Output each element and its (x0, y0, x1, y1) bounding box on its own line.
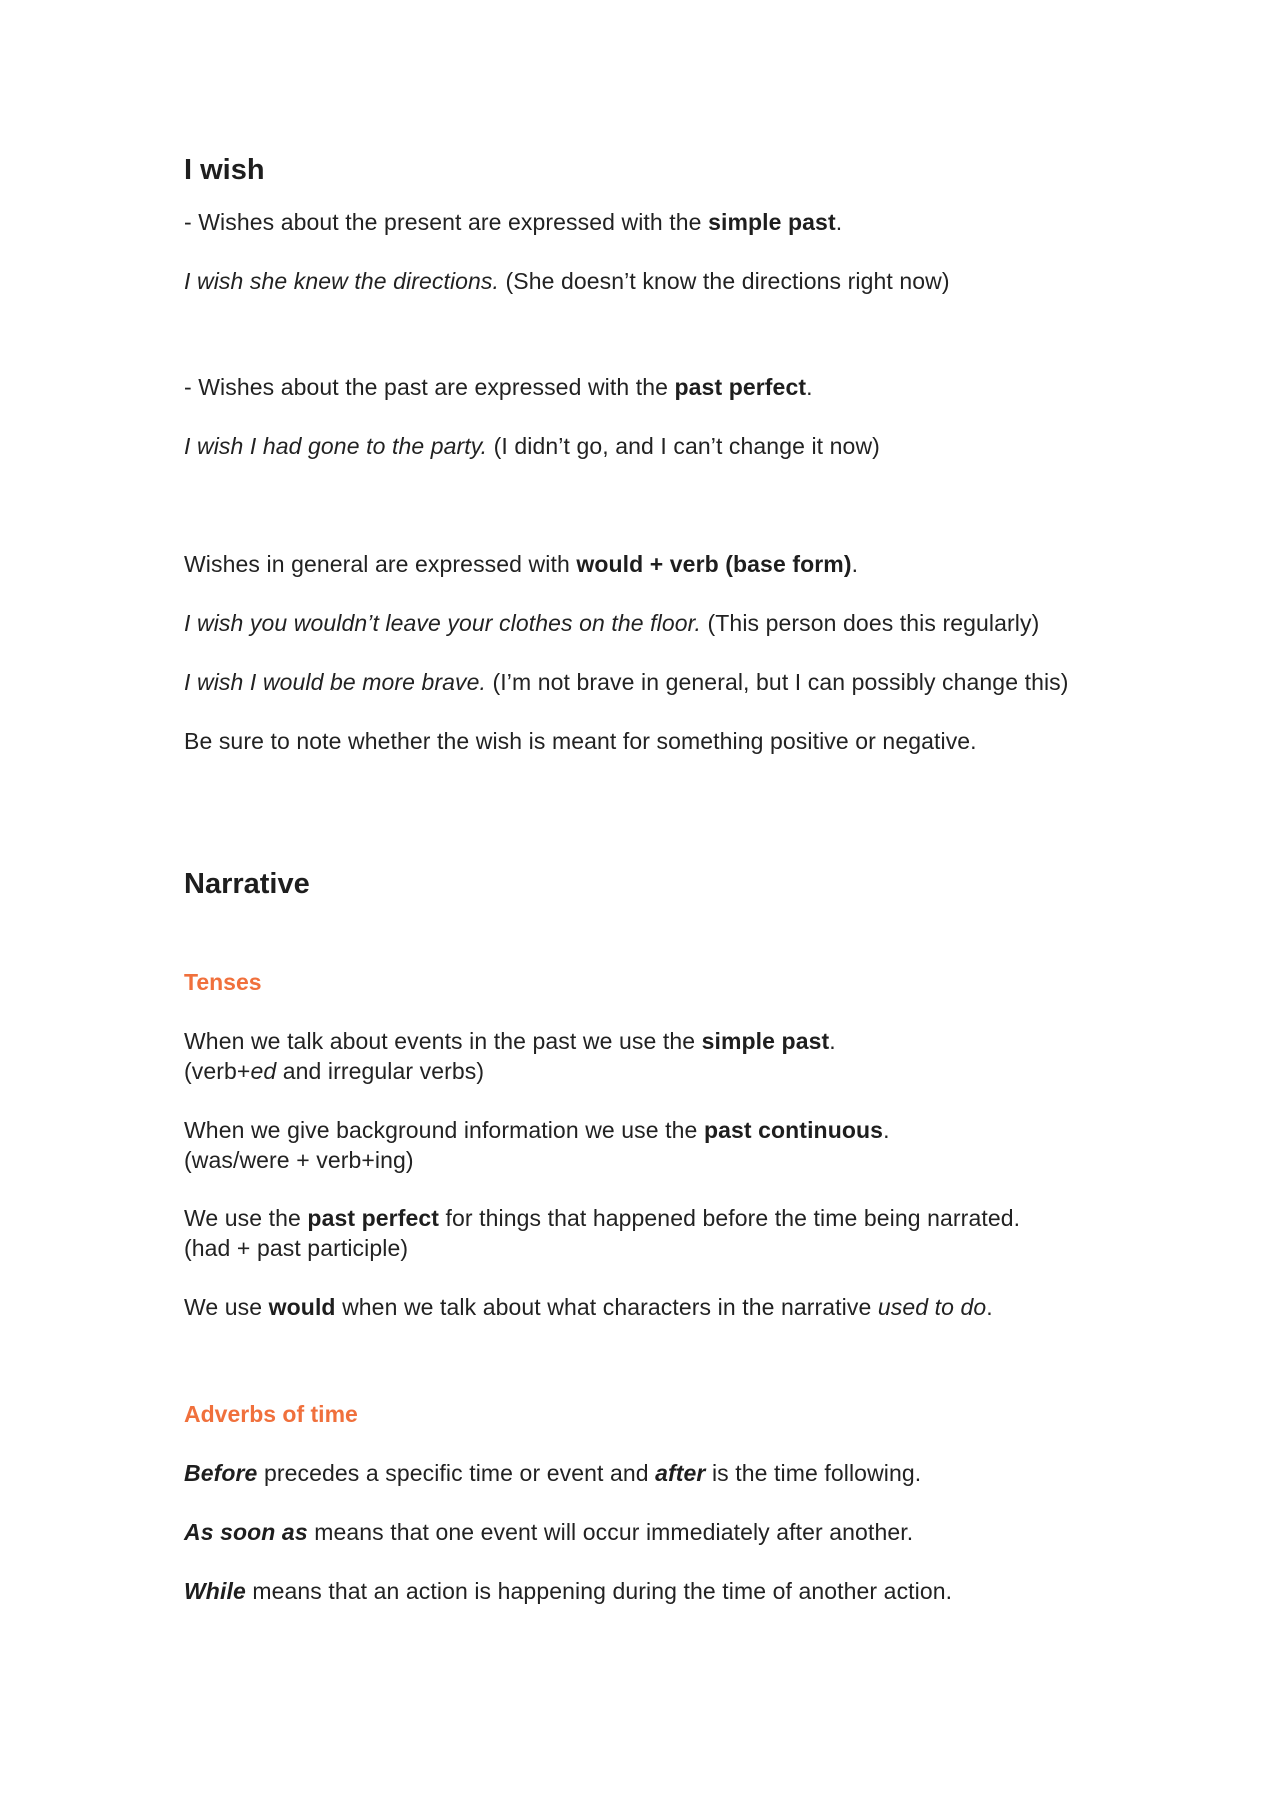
example-present-wish: I wish she knew the directions. (She doesn’t know the directions right now) (184, 268, 950, 294)
example-general-wish-1: I wish you wouldn’t leave your clothes on the floor. (This person does this regularly) (184, 610, 1040, 636)
paragraph-while: While means that an action is happening during the time of another action. (184, 1578, 953, 1604)
heading-i-wish: I wish (184, 154, 265, 186)
paragraph-before-after: Before precedes a specific time or event and after is the time following. (184, 1460, 922, 1486)
paragraph-simple-past-form: (verb+ed and irregular verbs) (184, 1058, 485, 1084)
subheading-adverbs-of-time: Adverbs of time (184, 1401, 358, 1427)
paragraph-simple-past: When we talk about events in the past we use the simple past. (184, 1028, 836, 1054)
paragraph-general-wish: Wishes in general are expressed with would + verb (base form). (184, 551, 859, 577)
paragraph-past-continuous: When we give background information we use the past continuous. (184, 1117, 890, 1143)
paragraph-past-perfect: We use the past perfect for things that happened before the time being narrated. (184, 1205, 1021, 1231)
paragraph-past-continuous-form: (was/were + verb+ing) (184, 1147, 414, 1173)
wish-note: Be sure to note whether the wish is meant for something positive or negative. (184, 728, 977, 754)
subheading-tenses: Tenses (184, 969, 262, 995)
paragraph-present-wish: - Wishes about the present are expressed with the simple past. (184, 209, 843, 235)
paragraph-would: We use would when we talk about what characters in the narrative used to do. (184, 1294, 993, 1320)
heading-narrative: Narrative (184, 868, 310, 900)
example-past-wish: I wish I had gone to the party. (I didn’t go, and I can’t change it now) (184, 433, 880, 459)
paragraph-past-wish: - Wishes about the past are expressed with the past perfect. (184, 374, 813, 400)
paragraph-past-perfect-form: (had + past participle) (184, 1235, 409, 1261)
paragraph-as-soon-as: As soon as means that one event will occur immediately after another. (184, 1519, 914, 1545)
example-general-wish-2: I wish I would be more brave. (I’m not brave in general, but I can possibly change this) (184, 669, 1069, 695)
